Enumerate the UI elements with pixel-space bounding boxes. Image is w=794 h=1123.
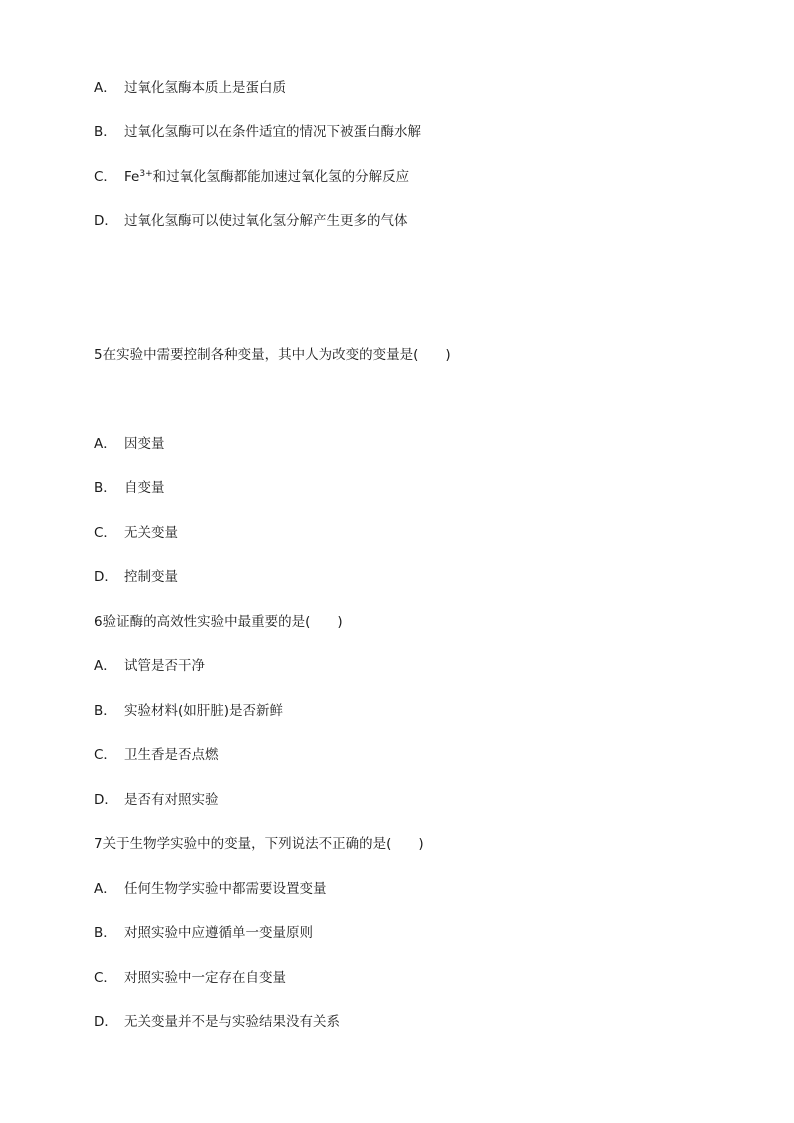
q5-option-d xyxy=(94,568,178,586)
option-text: 无关变量 xyxy=(124,525,178,541)
option-letter: C． xyxy=(94,169,117,185)
option-text: 试管是否干净 xyxy=(124,658,205,674)
q4-option-c xyxy=(94,168,409,186)
q5-option-b xyxy=(94,479,165,497)
q6-option-a xyxy=(94,657,205,675)
option-text: 实验材料(如肝脏)是否新鲜 xyxy=(124,703,284,719)
option-letter: C． xyxy=(94,525,117,541)
option-text: 是否有对照实验 xyxy=(124,792,219,808)
option-letter: B． xyxy=(94,925,117,941)
option-text: 无关变量并不是与实验结果没有关系 xyxy=(124,1014,340,1030)
option-letter: D． xyxy=(94,569,118,585)
option-letter: C． xyxy=(94,970,117,986)
q4-option-a xyxy=(94,79,286,97)
q6-option-b xyxy=(94,702,283,720)
q6-stem: 6验证酶的高效性实验中最重要的是( ) xyxy=(94,614,343,630)
option-text: 卫生香是否点燃 xyxy=(124,747,219,763)
option-letter: A． xyxy=(94,436,117,452)
q7-option-d xyxy=(94,1013,340,1031)
q5-stem: 5在实验中需要控制各种变量，其中人为改变的变量是( ) xyxy=(94,347,451,363)
q6-option-d xyxy=(94,791,219,809)
q4-option-d xyxy=(94,212,408,230)
option-text-pre: Fe xyxy=(124,169,140,185)
q7-option-b xyxy=(94,924,313,942)
q7-stem: 7关于生物学实验中的变量，下列说法不正确的是( ) xyxy=(94,836,424,852)
q7-option-c xyxy=(94,969,286,987)
option-letter: D． xyxy=(94,213,118,229)
option-text: 因变量 xyxy=(124,436,165,452)
q5-option-c xyxy=(94,524,178,542)
option-text: 过氧化氢酶可以在条件适宜的情况下被蛋白酶水解 xyxy=(124,124,421,140)
option-letter: D． xyxy=(94,1014,118,1030)
option-letter: B． xyxy=(94,480,117,496)
option-letter: A． xyxy=(94,881,117,897)
option-letter: A． xyxy=(94,80,117,96)
q6-option-c xyxy=(94,746,219,764)
q4-option-b xyxy=(94,123,421,141)
option-text: 过氧化氢酶可以使过氧化氢分解产生更多的气体 xyxy=(124,213,408,229)
option-text: 任何生物学实验中都需要设置变量 xyxy=(124,881,327,897)
option-text-post: 和过氧化氢酶都能加速过氧化氢的分解反应 xyxy=(152,169,410,185)
option-text: 过氧化氢酶本质上是蛋白质 xyxy=(124,80,286,96)
option-letter: D． xyxy=(94,792,118,808)
option-text: 自变量 xyxy=(124,480,165,496)
option-text: 对照实验中一定存在自变量 xyxy=(124,970,286,986)
q7-option-a xyxy=(94,880,327,898)
option-letter: B． xyxy=(94,124,117,140)
option-letter: C． xyxy=(94,747,117,763)
option-letter: A． xyxy=(94,658,117,674)
option-text-sup: 3+ xyxy=(139,169,153,179)
option-text: 控制变量 xyxy=(124,569,178,585)
option-letter: B． xyxy=(94,703,117,719)
q5-option-a xyxy=(94,435,165,453)
option-text: 对照实验中应遵循单一变量原则 xyxy=(124,925,313,941)
